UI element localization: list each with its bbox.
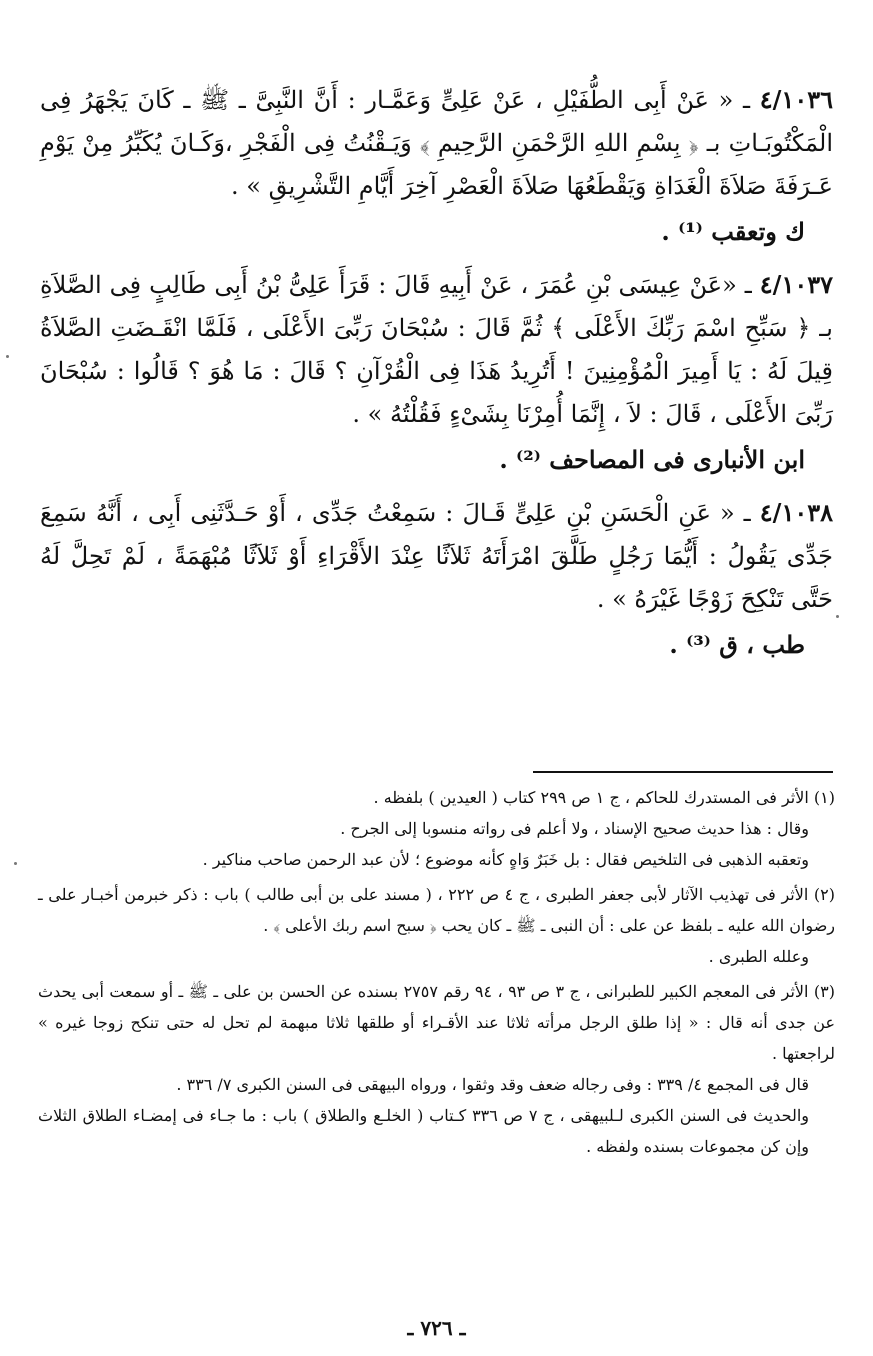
hadith-text: ـ « عَنْ أَبِى الطُّفَيْلِ ، عَنْ عَلِىٍّ وَعَمَّـار : أَنَّ النَّبِىَّ ـ ﷺ ـ كَانَ يَجْهَرُ فِى الْمَكْتُوبَـاتِ بـ ﴿ بِسْمِ اللهِ الرَّحْمَنِ الرَّحِيمِ ﴾ وَيَـقْنُتُ فِى الْفَجْرِ ،وَكَـانَ يُكَبِّرُ مِنْ يَوْمِ عَـرَفَةَ صَلاَةَ الْغَدَاةِ وَيَقْطَعُهَا صَلاَةَ الْعَصْرِ آخِرَ أَيَّامِ التَّشْرِيقِ » . <box>40 86 833 200</box>
hadith-text: ـ « عَنِ الْحَسَنِ بْنِ عَلِىٍّ قَـالَ : سَمِعْتُ جَدِّى ، أَوْ حَـدَّثَنِى أَبِى ، أَنَّهُ سَمِعَ جَدِّى يَقُولُ : أَيُّمَا رَجُلٍ طَلَّقَ امْرَأَتَهُ ثَلاَثًا عِنْدَ الأَقْرَاءِ أَوْ ثَلاَثًا مُبْهَمَةً ، لَمْ تَحِلَّ لَهُ حَتَّى تَنْكِحَ زَوْجًا غَيْرَهُ » . <box>40 499 833 613</box>
hadith-number: ٤/١٠٣٧ <box>759 270 833 299</box>
footnote-line: وعلله الطبرى . <box>708 947 809 966</box>
footnote-line: (٢) الأثر فى تهذيب الآثار لأبى جعفر الطبرى ، ج ٤ ص ٢٢٢ ، ( مسند على بن أبى طالب ) باب : ذكر خبرمن أخبـار على ـ رضوان الله عليه ـ بلفظ عن على : أن النبى ـ ﷺ ـ كان يحب ﴿ سبح اسم ربك الأعلى ﴾ . <box>38 885 836 935</box>
footnote-line: وقال : هذا حديث صحيح الإسناد ، ولا أعلم فى رواته منسوبا إلى الجرح . <box>340 819 809 838</box>
hadith-source: ابن الأنبارى فى المصاحف ⁽²⁾ . <box>499 445 805 474</box>
hadith-source: طب ، ق ⁽³⁾ . <box>669 630 805 659</box>
footnote-divider <box>533 771 833 773</box>
footnote-line: والحديث فى السنن الكبرى لـلبيهقى ، ج ٧ ص ٣٣٦ كـتاب ( الخلـع والطلاق ) باب : ما جـاء فى إمضـاء الطلاق الثلاث وإن كن مجموعات بسنده ولفظه . <box>38 1106 810 1156</box>
footnote-line: (٣) الأثر فى المعجم الكبير للطبرانى ، ج ٣ ص ٩٣ ، ٩٤ رقم ٢٧٥٧ بسنده عن الحسن بن على ـ ﷺ ـ أو سمعت أبى يحدث عن جدى أنه قال : « إذا طلق الرجل مرأته ثلاثا عند الأقـراء أو طلقها ثلاثا مبهمة لم تحل له حتى تنكح زوجا غيره » لراجعتها . <box>38 982 835 1063</box>
footnote-line: وتعقبه الذهبى فى التلخيص فقال : بل خَبَرٌ وَاهٍ كأنه موضوع ؛ لأن عبد الرحمن صاحب مناكير . <box>202 850 809 869</box>
scan-speck <box>6 355 9 358</box>
hadith-1036 <box>40 78 833 208</box>
footnote-line: قال فى المجمع ٤/ ٣٣٩ : وفى رجاله ضعف وقد وثقوا ، ورواه البيهقى فى السنن الكبرى ٧/ ٣٣٦ . <box>176 1075 809 1094</box>
hadith-1037 <box>40 263 833 436</box>
scan-speck <box>836 615 839 618</box>
hadith-1038 <box>40 491 833 621</box>
footnote-1 <box>38 782 835 875</box>
footnotes <box>38 782 835 1166</box>
footnote-2 <box>38 879 835 972</box>
hadith-number: ٤/١٠٣٦ <box>759 85 833 114</box>
main-text <box>40 78 833 676</box>
page-number: ـ ٧٢٦ ـ <box>407 1316 466 1340</box>
hadith-text: ـ «عَنْ عِيسَى بْنِ عُمَرَ ، عَنْ أَبِيهِ قَالَ : قَرَأَ عَلِىُّ بْنُ أَبِى طَالِبٍ فِى الصَّلاَةِ بـ ﴿ سَبِّحِ اسْمَ رَبِّكَ الأَعْلَى ﴾ ثُمَّ قَالَ : سُبْحَانَ رَبِّىَ الأَعْلَى ، فَلَمَّا انْقَـضَتِ الصَّلاَةُ قِيلَ لَهُ : يَا أَمِيرَ الْمُؤْمِنِينَ ! أَتُرِيدُ هَذَا فِى الْقُرْآنِ ؟ قَالَ : مَا هُوَ ؟ قَالُوا : سُبْحَانَ رَبِّىَ الأَعْلَى ، قَالَ : لاَ ، إِنَّمَا أُمِرْنَا بِشَىْءٍ فَقُلْتُهُ » . <box>40 271 833 428</box>
hadith-source: ك وتعقب ⁽¹⁾ . <box>661 217 805 246</box>
footnote-3 <box>38 976 835 1162</box>
footnote-line: (١) الأثر فى المستدرك للحاكم ، ج ١ ص ٢٩٩ كتاب ( العيدين ) بلفظه . <box>373 788 835 807</box>
hadith-number: ٤/١٠٣٨ <box>759 498 833 527</box>
scan-speck <box>14 862 17 865</box>
